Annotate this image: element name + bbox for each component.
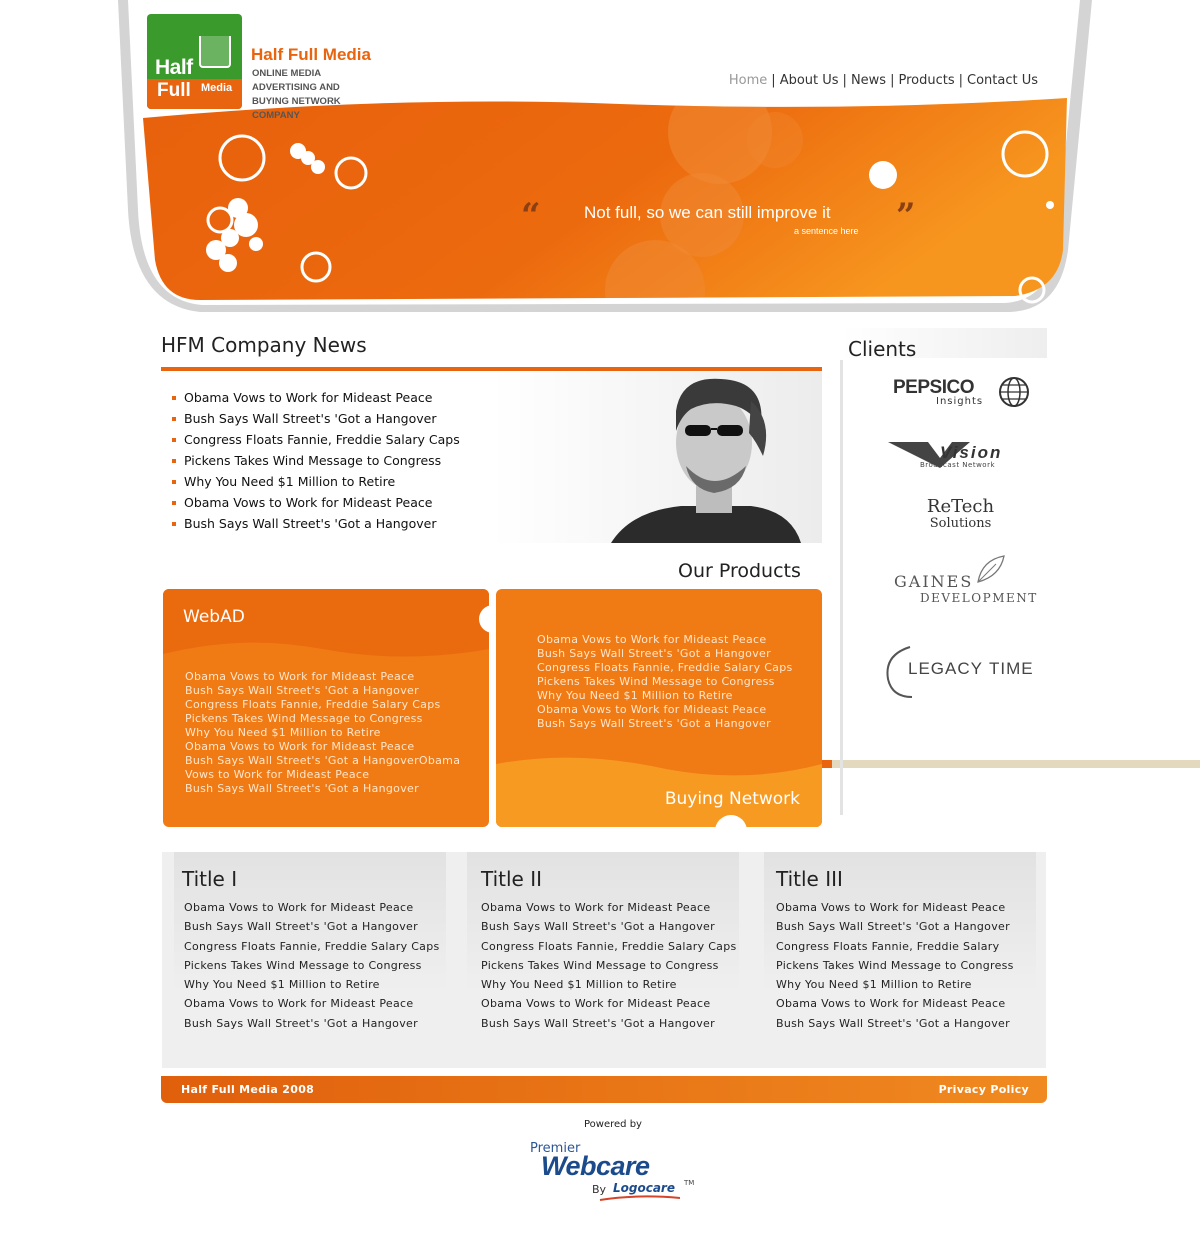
client-sub: Insights — [936, 396, 984, 407]
column-item[interactable]: Obama Vows to Work for Mideast Peace — [776, 997, 1006, 1011]
news-item[interactable]: Obama Vows to Work for Mideast Peace — [171, 387, 460, 408]
column-item[interactable]: Congress Floats Fannie, Freddie Salary — [776, 939, 1000, 953]
client-logo-retech[interactable] — [898, 497, 1023, 531]
quote-open-icon: “ — [521, 196, 541, 236]
column-item[interactable]: Bush Says Wall Street's 'Got a Hangover — [481, 1016, 715, 1030]
client-name: PEPSICO — [893, 377, 974, 398]
client-sub: Solutions — [929, 516, 992, 531]
column-item[interactable]: Obama Vows to Work for Mideast Peace — [481, 901, 711, 914]
footer-bar — [161, 1076, 1047, 1103]
news-item[interactable]: Bush Says Wall Street's 'Got a Hangover — [171, 513, 460, 534]
column-item[interactable]: Bush Says Wall Street's 'Got a Hangover — [184, 920, 418, 934]
client-sub: DEVELOPMENT — [920, 591, 1038, 605]
nav-about-us[interactable]: About Us — [779, 73, 839, 88]
column-list — [776, 898, 1014, 1033]
copyright-text: Half Full Media 2008 — [181, 1083, 315, 1096]
news-heading: HFM Company News — [161, 333, 367, 357]
buying-item[interactable]: Bush Says Wall Street's 'Got a Hangover — [537, 647, 771, 660]
brand-tagline: ONLINE MEDIA ADVERTISING AND BUYING NETWORK COMPANY — [252, 68, 341, 121]
column-item[interactable]: Why You Need $1 Million to Retire — [481, 978, 677, 992]
logo-text-full: Full — [157, 80, 191, 101]
webad-card[interactable] — [163, 589, 489, 827]
webad-item[interactable]: Obama Vows to Work for Mideast Peace — [185, 740, 415, 753]
webcare-premier: Premier — [530, 1141, 581, 1156]
nav-separator: | — [842, 73, 847, 88]
logo-text-half: Half — [155, 56, 193, 79]
buying-item[interactable]: Obama Vows to Work for Mideast Peace — [537, 703, 767, 716]
column-item[interactable]: Bush Says Wall Street's 'Got a Hangover — [481, 920, 715, 934]
hero-subtext: a sentence here — [794, 226, 859, 236]
webad-item[interactable]: Pickens Takes Wind Message to Congress — [185, 712, 423, 725]
column-list — [184, 898, 440, 1033]
nav-separator: | — [771, 73, 776, 88]
webad-item[interactable]: Bush Says Wall Street's 'Got a HangoverObama — [185, 754, 461, 767]
column-item[interactable]: Pickens Takes Wind Message to Congress — [481, 958, 719, 972]
webad-item[interactable]: Congress Floats Fannie, Freddie Salary Caps — [185, 698, 441, 711]
column-item[interactable]: Obama Vows to Work for Mideast Peace — [776, 901, 1006, 914]
portrait-image — [601, 371, 801, 543]
column-item[interactable]: Bush Says Wall Street's 'Got a Hangover — [184, 1016, 418, 1030]
nav-news[interactable]: News — [850, 73, 887, 88]
webcare-tm: TM — [684, 1179, 695, 1187]
webad-list — [185, 670, 460, 796]
webad-item[interactable]: Vows to Work for Mideast Peace — [185, 768, 370, 781]
glass-icon — [199, 36, 231, 68]
buying-network-card[interactable] — [496, 589, 822, 827]
products-heading: Our Products — [678, 560, 801, 582]
column-item[interactable]: Obama Vows to Work for Mideast Peace — [184, 997, 414, 1011]
webad-item[interactable]: Why You Need $1 Million to Retire — [185, 726, 381, 739]
webad-item[interactable]: Obama Vows to Work for Mideast Peace — [185, 670, 415, 683]
client-logo-legacy-time[interactable] — [884, 645, 1034, 703]
column-item[interactable]: Why You Need $1 Million to Retire — [184, 978, 380, 992]
client-name: GAINES — [894, 572, 974, 591]
webcare-logocare: Logocare — [613, 1181, 675, 1195]
column-item[interactable]: Bush Says Wall Street's 'Got a Hangover — [776, 920, 1010, 934]
nav-contact-us[interactable]: Contact Us — [967, 73, 1038, 88]
webad-title: WebAD — [183, 607, 245, 627]
logo-text-media: Media — [201, 82, 233, 94]
column-title: Title II — [481, 867, 543, 891]
column-item[interactable]: Obama Vows to Work for Mideast Peace — [184, 901, 414, 914]
webcare-name: Webcare — [541, 1151, 650, 1181]
buying-list — [537, 633, 793, 731]
column-list — [481, 898, 737, 1033]
buying-item[interactable]: Pickens Takes Wind Message to Congress — [537, 675, 775, 688]
news-item[interactable]: Congress Floats Fannie, Freddie Salary Caps — [171, 429, 460, 450]
client-sub: Broadcast Network — [920, 461, 996, 469]
client-sub: TIME — [989, 659, 1034, 678]
nav-home[interactable]: Home — [728, 73, 768, 88]
buying-item[interactable]: Congress Floats Fannie, Freddie Salary Caps — [537, 661, 793, 674]
column-item[interactable]: Obama Vows to Work for Mideast Peace — [481, 997, 711, 1011]
column-item[interactable]: Congress Floats Fannie, Freddie Salary Caps — [481, 939, 737, 953]
buying-item[interactable]: Bush Says Wall Street's 'Got a Hangover — [537, 717, 771, 730]
divider-bar — [832, 760, 1200, 768]
news-item[interactable]: Pickens Takes Wind Message to Congress — [171, 450, 460, 471]
column-title: Title I — [182, 867, 238, 891]
nav-separator: | — [890, 73, 895, 88]
client-name: Vision — [940, 443, 1003, 462]
client-logo-vision[interactable] — [888, 440, 1023, 474]
buying-item[interactable]: Obama Vows to Work for Mideast Peace — [537, 633, 767, 646]
news-list — [171, 387, 460, 534]
leaf-icon — [974, 554, 1006, 584]
buying-item[interactable]: Why You Need $1 Million to Retire — [537, 689, 733, 702]
news-item[interactable]: Bush Says Wall Street's 'Got a Hangover — [171, 408, 460, 429]
column-item[interactable]: Why You Need $1 Million to Retire — [776, 978, 972, 992]
webad-item[interactable]: Bush Says Wall Street's 'Got a Hangover — [185, 782, 419, 795]
clients-heading: Clients — [848, 337, 917, 361]
client-name: LEGACY — [908, 659, 983, 678]
powered-by-label: Powered by — [584, 1119, 642, 1130]
client-name: ReTech — [926, 496, 995, 517]
quote-close-icon: ” — [896, 196, 916, 236]
column-title: Title III — [776, 867, 843, 891]
webcare-by: By — [592, 1183, 607, 1196]
privacy-policy-link[interactable]: Privacy Policy — [938, 1083, 1029, 1096]
news-item[interactable]: Why You Need $1 Million to Retire — [171, 471, 460, 492]
buying-network-title: Buying Network — [664, 789, 800, 809]
hero-quote: Not full, so we can still improve it — [584, 203, 831, 222]
column-item[interactable]: Congress Floats Fannie, Freddie Salary Caps — [184, 939, 440, 953]
column-item[interactable]: Pickens Takes Wind Message to Congress — [184, 958, 422, 972]
column-item[interactable]: Pickens Takes Wind Message to Congress — [776, 958, 1014, 972]
clients-divider — [840, 360, 843, 815]
news-panel — [161, 371, 822, 543]
top-nav — [729, 73, 1038, 88]
webcare-swoosh-icon — [598, 1194, 683, 1202]
brand-name: Half Full Media — [251, 45, 371, 64]
logo[interactable] — [147, 14, 242, 109]
webad-item[interactable]: Bush Says Wall Street's 'Got a Hangover — [185, 684, 419, 697]
globe-icon — [999, 375, 1029, 409]
client-logo-gaines[interactable] — [894, 572, 1038, 605]
client-logo-pepsico[interactable] — [893, 377, 983, 407]
news-item[interactable]: Obama Vows to Work for Mideast Peace — [171, 492, 460, 513]
column-item[interactable]: Bush Says Wall Street's 'Got a Hangover — [776, 1016, 1010, 1030]
nav-separator: | — [958, 73, 963, 88]
divider-cap — [822, 760, 832, 768]
nav-products[interactable]: Products — [898, 73, 955, 88]
